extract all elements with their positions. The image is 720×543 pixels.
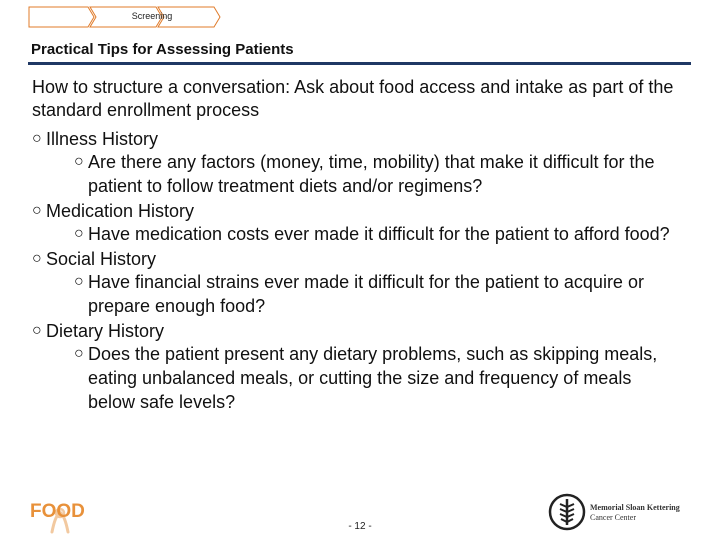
bullet-heading: Dietary History [46, 321, 165, 341]
msk-logo [548, 492, 698, 532]
bullet-item [32, 248, 692, 270]
bullet-heading: Social History [46, 249, 157, 269]
bullet-heading: Medication History [46, 201, 195, 221]
bullet-item [32, 320, 692, 342]
sub-bullet-text: Does the patient present any dietary problems, such as skipping meals, eating unbalanced meals, or cutting the size and frequency of meals below safe levels? [88, 344, 658, 412]
step-chevron-previous [29, 7, 94, 27]
sub-bullet-text: Are there any factors (money, time, mobility) that make it difficult for the patient to follow treatment diets and/or regimens? [88, 152, 655, 196]
bullet-icon: ○ [32, 322, 42, 339]
page-number: - 12 - [348, 521, 372, 532]
sub-bullet-item [74, 222, 692, 246]
slide-content [32, 76, 692, 414]
bullet-icon: ○ [32, 202, 42, 219]
bullet-heading: Illness History [46, 129, 159, 149]
bullet-icon: ○ [32, 250, 42, 267]
bullet-icon: ○ [74, 345, 84, 362]
food-logo-text: FOOD [30, 501, 85, 522]
sub-bullet-item [74, 150, 692, 198]
step-navigation [28, 6, 238, 28]
msk-logo-line1: Memorial Sloan Kettering [590, 503, 680, 512]
title-rule [28, 62, 691, 65]
msk-logo-text [590, 503, 680, 523]
msk-logo-line2: Cancer Center [590, 513, 636, 522]
bullet-icon: ○ [74, 273, 84, 290]
sub-bullet-text: Have financial strains ever made it difficult for the patient to acquire or prepare enough food? [88, 272, 644, 316]
bullet-icon: ○ [74, 153, 84, 170]
intro-text: How to structure a conversation: Ask about food access and intake as part of the standard enrollment process [32, 77, 674, 120]
step-label-screening: Screening [131, 11, 173, 21]
msk-emblem-icon [548, 492, 588, 532]
sub-bullet-text: Have medication costs ever made it difficult for the patient to afford food? [88, 224, 670, 244]
bullet-icon: ○ [32, 130, 42, 147]
bullet-item [32, 200, 692, 222]
slide-title: Practical Tips for Assessing Patients [31, 41, 294, 58]
bullet-item [32, 128, 692, 150]
sub-bullet-item [74, 270, 692, 318]
bullet-icon: ○ [74, 225, 84, 242]
sub-bullet-item [74, 342, 692, 414]
food-logo [30, 498, 90, 538]
